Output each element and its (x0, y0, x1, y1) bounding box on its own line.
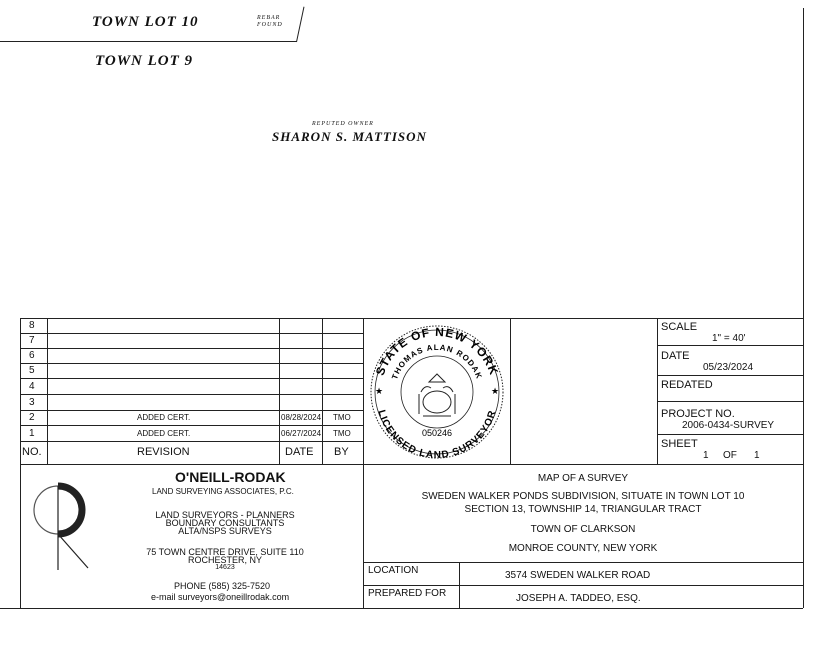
titleblock-top (20, 318, 803, 319)
scale-value: 1" = 40' (712, 333, 746, 344)
address-line-2: ROCHESTER, NY (187, 555, 262, 565)
firm-subtitle: LAND SURVEYING ASSOCIATES, P.C. (152, 487, 294, 496)
rev-no: 5 (29, 365, 35, 376)
lot-line (0, 41, 297, 42)
titleblock-div-seal (510, 318, 511, 464)
rev-row-line (20, 441, 363, 442)
surveyor-seal (365, 320, 509, 462)
rev-col-line-3 (322, 318, 323, 464)
firm-phone: PHONE (585) 325-7520 (174, 581, 271, 591)
location-value: 3574 SWEDEN WALKER ROAD (505, 570, 651, 581)
header-date: DATE (285, 446, 314, 458)
titleblock-div-info (657, 318, 658, 464)
titleblock-left (20, 318, 21, 608)
owner-name: SHARON S. MATTISON (272, 129, 427, 144)
state-emblem-icon (419, 374, 455, 416)
map-title: MAP OF A SURVEY (537, 473, 629, 484)
seal-outer-text: STATE OF NEW YORK (372, 324, 502, 378)
sheet-label: SHEET (661, 438, 698, 450)
seal-inner-text: THOMAS ALAN RODAK (390, 342, 484, 381)
firm-email: e-mail surveyors@oneillrodak.com (151, 592, 290, 602)
redated-label: REDATED (661, 379, 713, 391)
scale-label: SCALE (661, 321, 698, 333)
seal-number: 050246 (421, 428, 453, 438)
service-3: ALTA/NSPS SURVEYS (178, 526, 272, 536)
address-line-3: 14623 (215, 564, 235, 571)
rev-row-line (20, 348, 363, 349)
svg-text:★: ★ (374, 386, 384, 396)
rev-no: 2 (29, 412, 35, 423)
info-line (657, 375, 803, 376)
sheet-right-border (803, 8, 804, 608)
svg-text:★: ★ (490, 386, 500, 396)
firm-logo-icon (26, 482, 96, 574)
project-label: PROJECT NO. (661, 408, 735, 420)
rev-row-line (20, 425, 363, 426)
rev-date: 08/28/2024 (281, 413, 322, 422)
town-lot-10-label: TOWN LOT 10 (92, 14, 199, 30)
rev-col-line-1 (47, 318, 48, 464)
rebar-label (257, 15, 283, 29)
rev-date: 06/27/2024 (281, 429, 322, 438)
sheet-number: 1 (703, 450, 709, 461)
location-divider (459, 562, 460, 608)
rev-no: 6 (29, 350, 35, 361)
rebar-line (296, 7, 304, 42)
rev-row-line (20, 333, 363, 334)
info-line (657, 434, 803, 435)
town-lot-9-label: TOWN LOT 9 (95, 53, 194, 69)
firm-name: O'NEILL-RODAK (175, 469, 286, 485)
prepared-for-value: JOSEPH A. TADDEO, ESQ. (516, 593, 641, 604)
info-line (657, 345, 803, 346)
sheet-of: OF (723, 450, 737, 461)
rev-description: ADDED CERT. (137, 413, 191, 422)
location-label: LOCATION (368, 565, 419, 576)
rebar-line1: REBAR (257, 15, 281, 21)
header-no: NO. (22, 446, 42, 458)
prepared-for-label: PREPARED FOR (368, 588, 447, 599)
service-2: BOUNDARY CONSULTANTS (165, 518, 285, 528)
rev-no: 3 (29, 397, 35, 408)
titleblock-mid (20, 464, 803, 465)
rev-by: TMO (333, 413, 351, 422)
seal-bottom-text: LICENSED LAND SURVEYOR (375, 408, 499, 462)
rev-row-line (20, 410, 363, 411)
date-label: DATE (661, 350, 690, 362)
service-1: LAND SURVEYORS - PLANNERS (155, 510, 295, 520)
firm-services (130, 511, 320, 535)
rev-row-line (20, 394, 363, 395)
map-town: TOWN OF CLARKSON (530, 524, 636, 535)
rev-col-line-2 (279, 318, 280, 464)
reputed-owner-label: REPUTED OWNER (312, 121, 374, 127)
project-value: 2006-0434-SURVEY (682, 420, 775, 431)
map-line (363, 585, 803, 586)
header-by: BY (334, 446, 349, 458)
firm-address (130, 548, 320, 572)
address-line-1: 75 TOWN CENTRE DRIVE, SUITE 110 (146, 547, 304, 557)
map-line (363, 562, 803, 563)
titleblock-bottom (0, 608, 803, 609)
rev-no: 8 (29, 320, 35, 331)
rev-no: 4 (29, 381, 35, 392)
info-line (657, 401, 803, 402)
header-revision: REVISION (137, 446, 190, 458)
sheet-total: 1 (754, 450, 760, 461)
date-value: 05/23/2024 (703, 362, 754, 373)
rev-no: 7 (29, 335, 35, 346)
rev-row-line (20, 363, 363, 364)
rev-by: TMO (333, 429, 351, 438)
rev-description: ADDED CERT. (137, 429, 191, 438)
map-county: MONROE COUNTY, NEW YORK (508, 543, 658, 554)
rebar-line2: FOUND (257, 22, 283, 28)
rev-no: 1 (29, 428, 35, 439)
titleblock-div-firm (363, 318, 364, 608)
rev-row-line (20, 378, 363, 379)
map-line-2: SECTION 13, TOWNSHIP 14, TRIANGULAR TRACT (464, 504, 702, 515)
map-line-1: SWEDEN WALKER PONDS SUBDIVISION, SITUATE IN TOWN LOT 10 (421, 491, 745, 502)
